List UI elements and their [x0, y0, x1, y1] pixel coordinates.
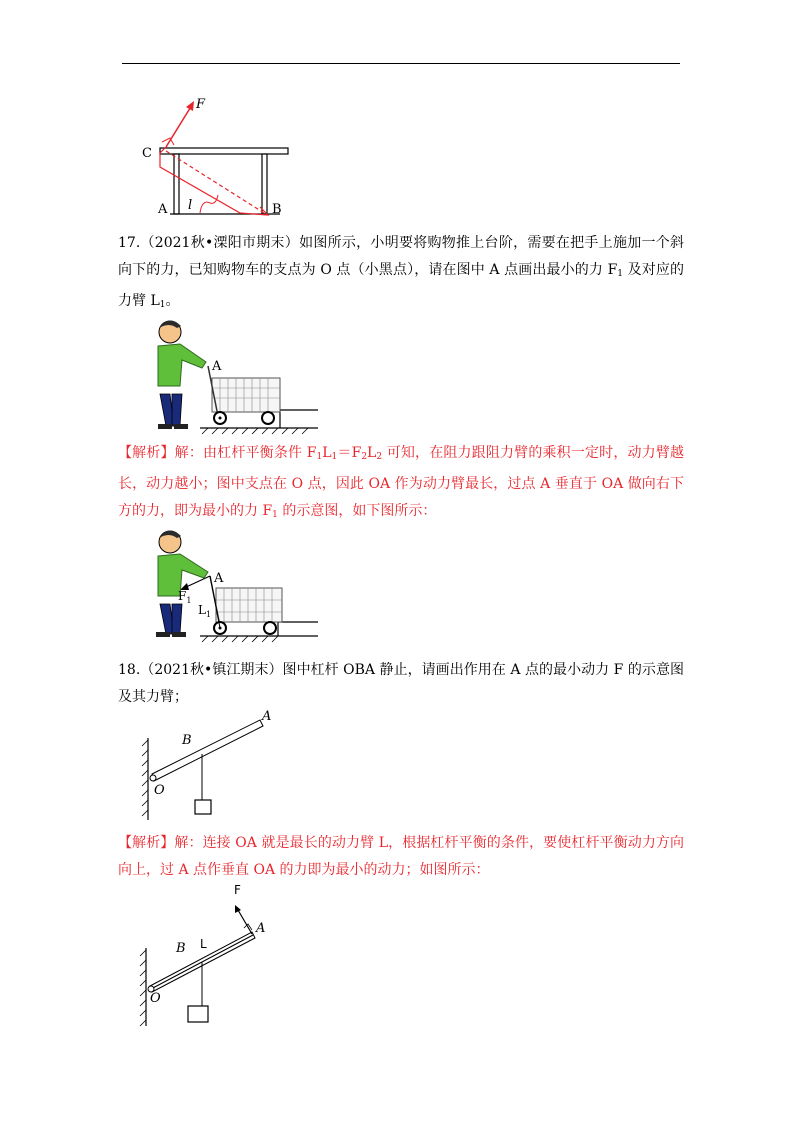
question-number: 18.	[118, 662, 141, 678]
figure-lever-oba-answer	[138, 880, 288, 1030]
label-A: A	[262, 709, 272, 724]
label-C: C	[142, 146, 152, 161]
label-l: l	[188, 198, 193, 213]
label-B: B	[182, 733, 192, 748]
label-O: O	[150, 991, 161, 1006]
answer-18: 【解析】解：连接 OA 就是最长的动力臂 L，根据杠杆平衡的条件，要使杠杆平衡动力方向向上，过 A 点作垂直 OA 的力即为最小的动力；如图所示：	[118, 835, 685, 878]
label-A: A	[214, 571, 224, 586]
label-L1: $L_1$	[198, 603, 212, 619]
header-rule	[122, 63, 680, 64]
label-A: A	[256, 921, 266, 936]
question-17: 17.（2021秋•溧阳市期末）如图所示，小明要将购物推上台阶，需要在把手上施加一个斜向下的力，已知购物车的支点为 O 点（小黑点），请在图中 A 点画出最小的力 $F_1$ 及对应的力臂 $L_1$。	[118, 235, 685, 310]
label-F1: $F_1$	[178, 589, 192, 605]
label-F: F	[234, 883, 241, 897]
question-source: （2021秋•镇江期末）	[140, 662, 283, 678]
label-L: L	[200, 937, 207, 951]
question-source: （2021秋•溧阳市期末）	[140, 235, 300, 251]
label-A: A	[212, 359, 222, 374]
analysis-tag: 【解析】	[118, 835, 175, 851]
question-number: 17.	[118, 235, 141, 251]
label-O: O	[154, 783, 165, 798]
label-B: B	[272, 202, 282, 217]
label-F: F	[196, 97, 206, 112]
label-B: B	[176, 941, 186, 956]
label-A: A	[158, 202, 168, 217]
answer-17: 【解析】解：由杠杆平衡条件 $F_1L_1=F_2L_2$ 可知，在阻力跟阻力臂的乘积一定时，动力臂越长，动力越小；图中支点在 O 点，因此 OA 作为动力臂最长，过点 A 垂直于 OA 做向右下方的力，即为最小的力 $F_1$ 的示意图，如下图所示：	[118, 445, 685, 520]
figure-shopping-cart-answer	[140, 528, 325, 646]
figure-lever-oba	[140, 708, 285, 823]
figure-shopping-cart	[140, 318, 325, 436]
analysis-tag: 【解析】	[118, 445, 175, 461]
figure-table-lever	[140, 95, 300, 220]
question-18: 18.（2021秋•镇江期末）图中杠杆 OBA 静止，请画出作用在 A 点的最小动力 F 的示意图及其力臂；	[118, 662, 684, 705]
